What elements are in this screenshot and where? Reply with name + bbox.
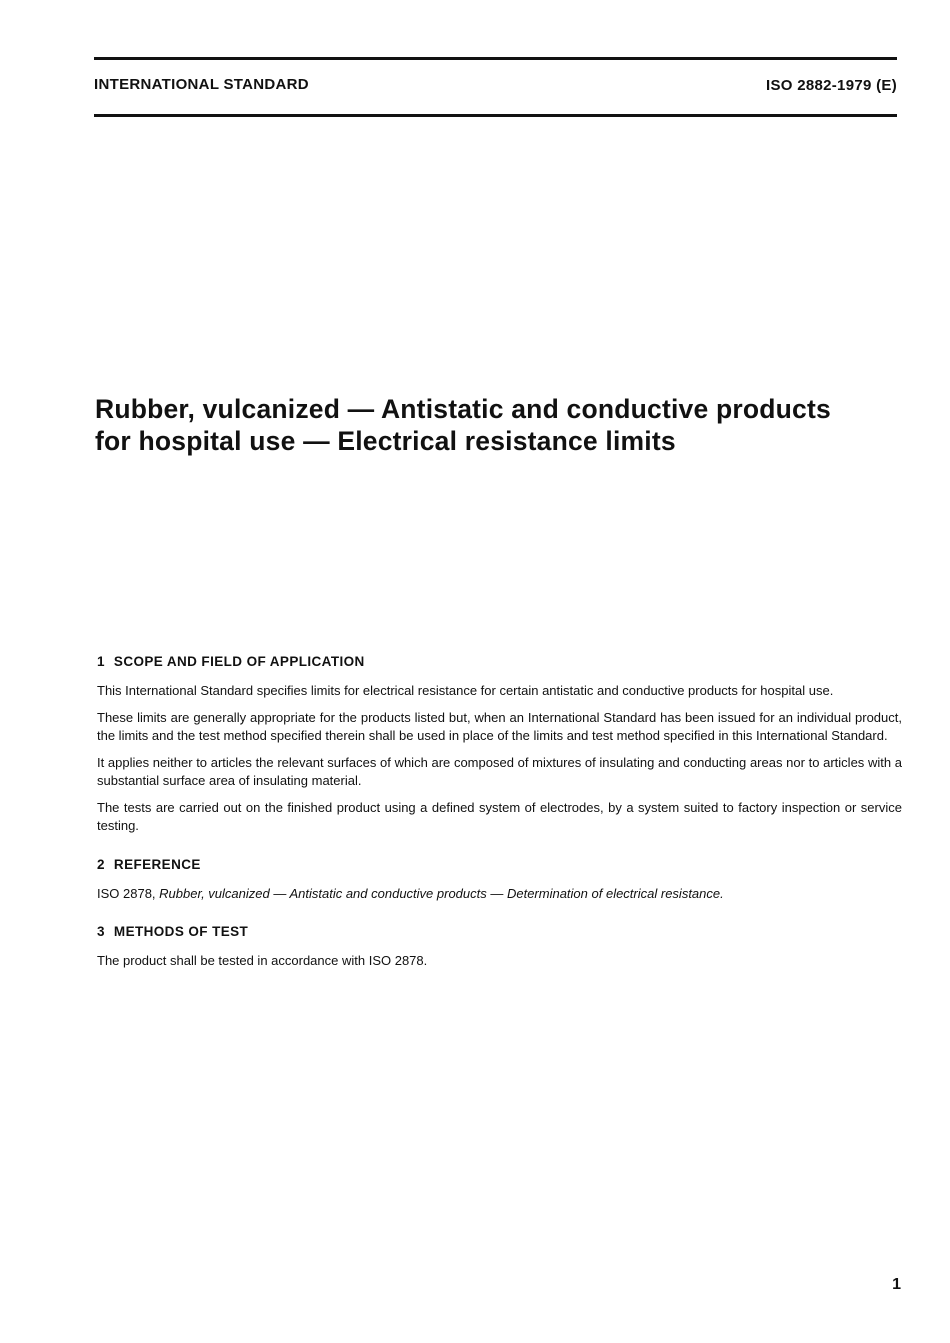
section-title: SCOPE AND FIELD OF APPLICATION (113, 654, 365, 669)
section-title: REFERENCE (113, 856, 201, 872)
paragraph: This International Standard specifies limits for electrical resistance for certain antistatic and conductive products for hospital use. (97, 683, 834, 698)
section-heading (97, 654, 902, 669)
document-title-line-1: Rubber, vulcanized — Antistatic and conductive products (95, 394, 831, 424)
section-title: METHODS OF TEST (113, 924, 249, 939)
section-scope (97, 654, 902, 836)
reference-title: Rubber, vulcanized — Antistatic and conductive products — Determination of electrical resistance. (159, 885, 724, 901)
header-bottom-rule (94, 114, 897, 117)
paragraph: The tests are carried out on the finished product using a defined system of electrodes, by a system suited to factory inspection or service testing. (97, 799, 902, 833)
document-title-line-2: for hospital use — Electrical resistance limits (95, 426, 676, 456)
paragraph: These limits are generally appropriate for the products listed but, when an International Standard has been issued for an individual product, the limits and the test method specified therein shall be used in place of the limits and test method specified in this International Standard. (97, 709, 902, 743)
section-heading (97, 857, 902, 872)
reference-number: ISO 2878, (97, 885, 160, 901)
section-number: 2 (97, 856, 105, 872)
paragraph: It applies neither to articles the relevant surfaces of which are composed of mixtures of insulating and conducting areas nor to articles with a substantial surface area of insulating material. (97, 754, 902, 788)
page-number: 1 (892, 1276, 901, 1293)
paragraph: The product shall be tested in accordance with ISO 2878. (97, 953, 428, 968)
section-methods-of-test (97, 924, 902, 971)
document-type-label: INTERNATIONAL STANDARD (94, 76, 309, 93)
document-title (95, 393, 915, 457)
header-top-rule (94, 57, 897, 60)
section-number: 1 (97, 654, 105, 669)
document-body (97, 654, 902, 979)
reference-entry (97, 885, 902, 904)
section-heading (97, 924, 902, 939)
section-number: 3 (97, 924, 105, 939)
standard-number-label: ISO 2882-1979 (E) (765, 77, 897, 94)
section-reference (97, 857, 902, 904)
